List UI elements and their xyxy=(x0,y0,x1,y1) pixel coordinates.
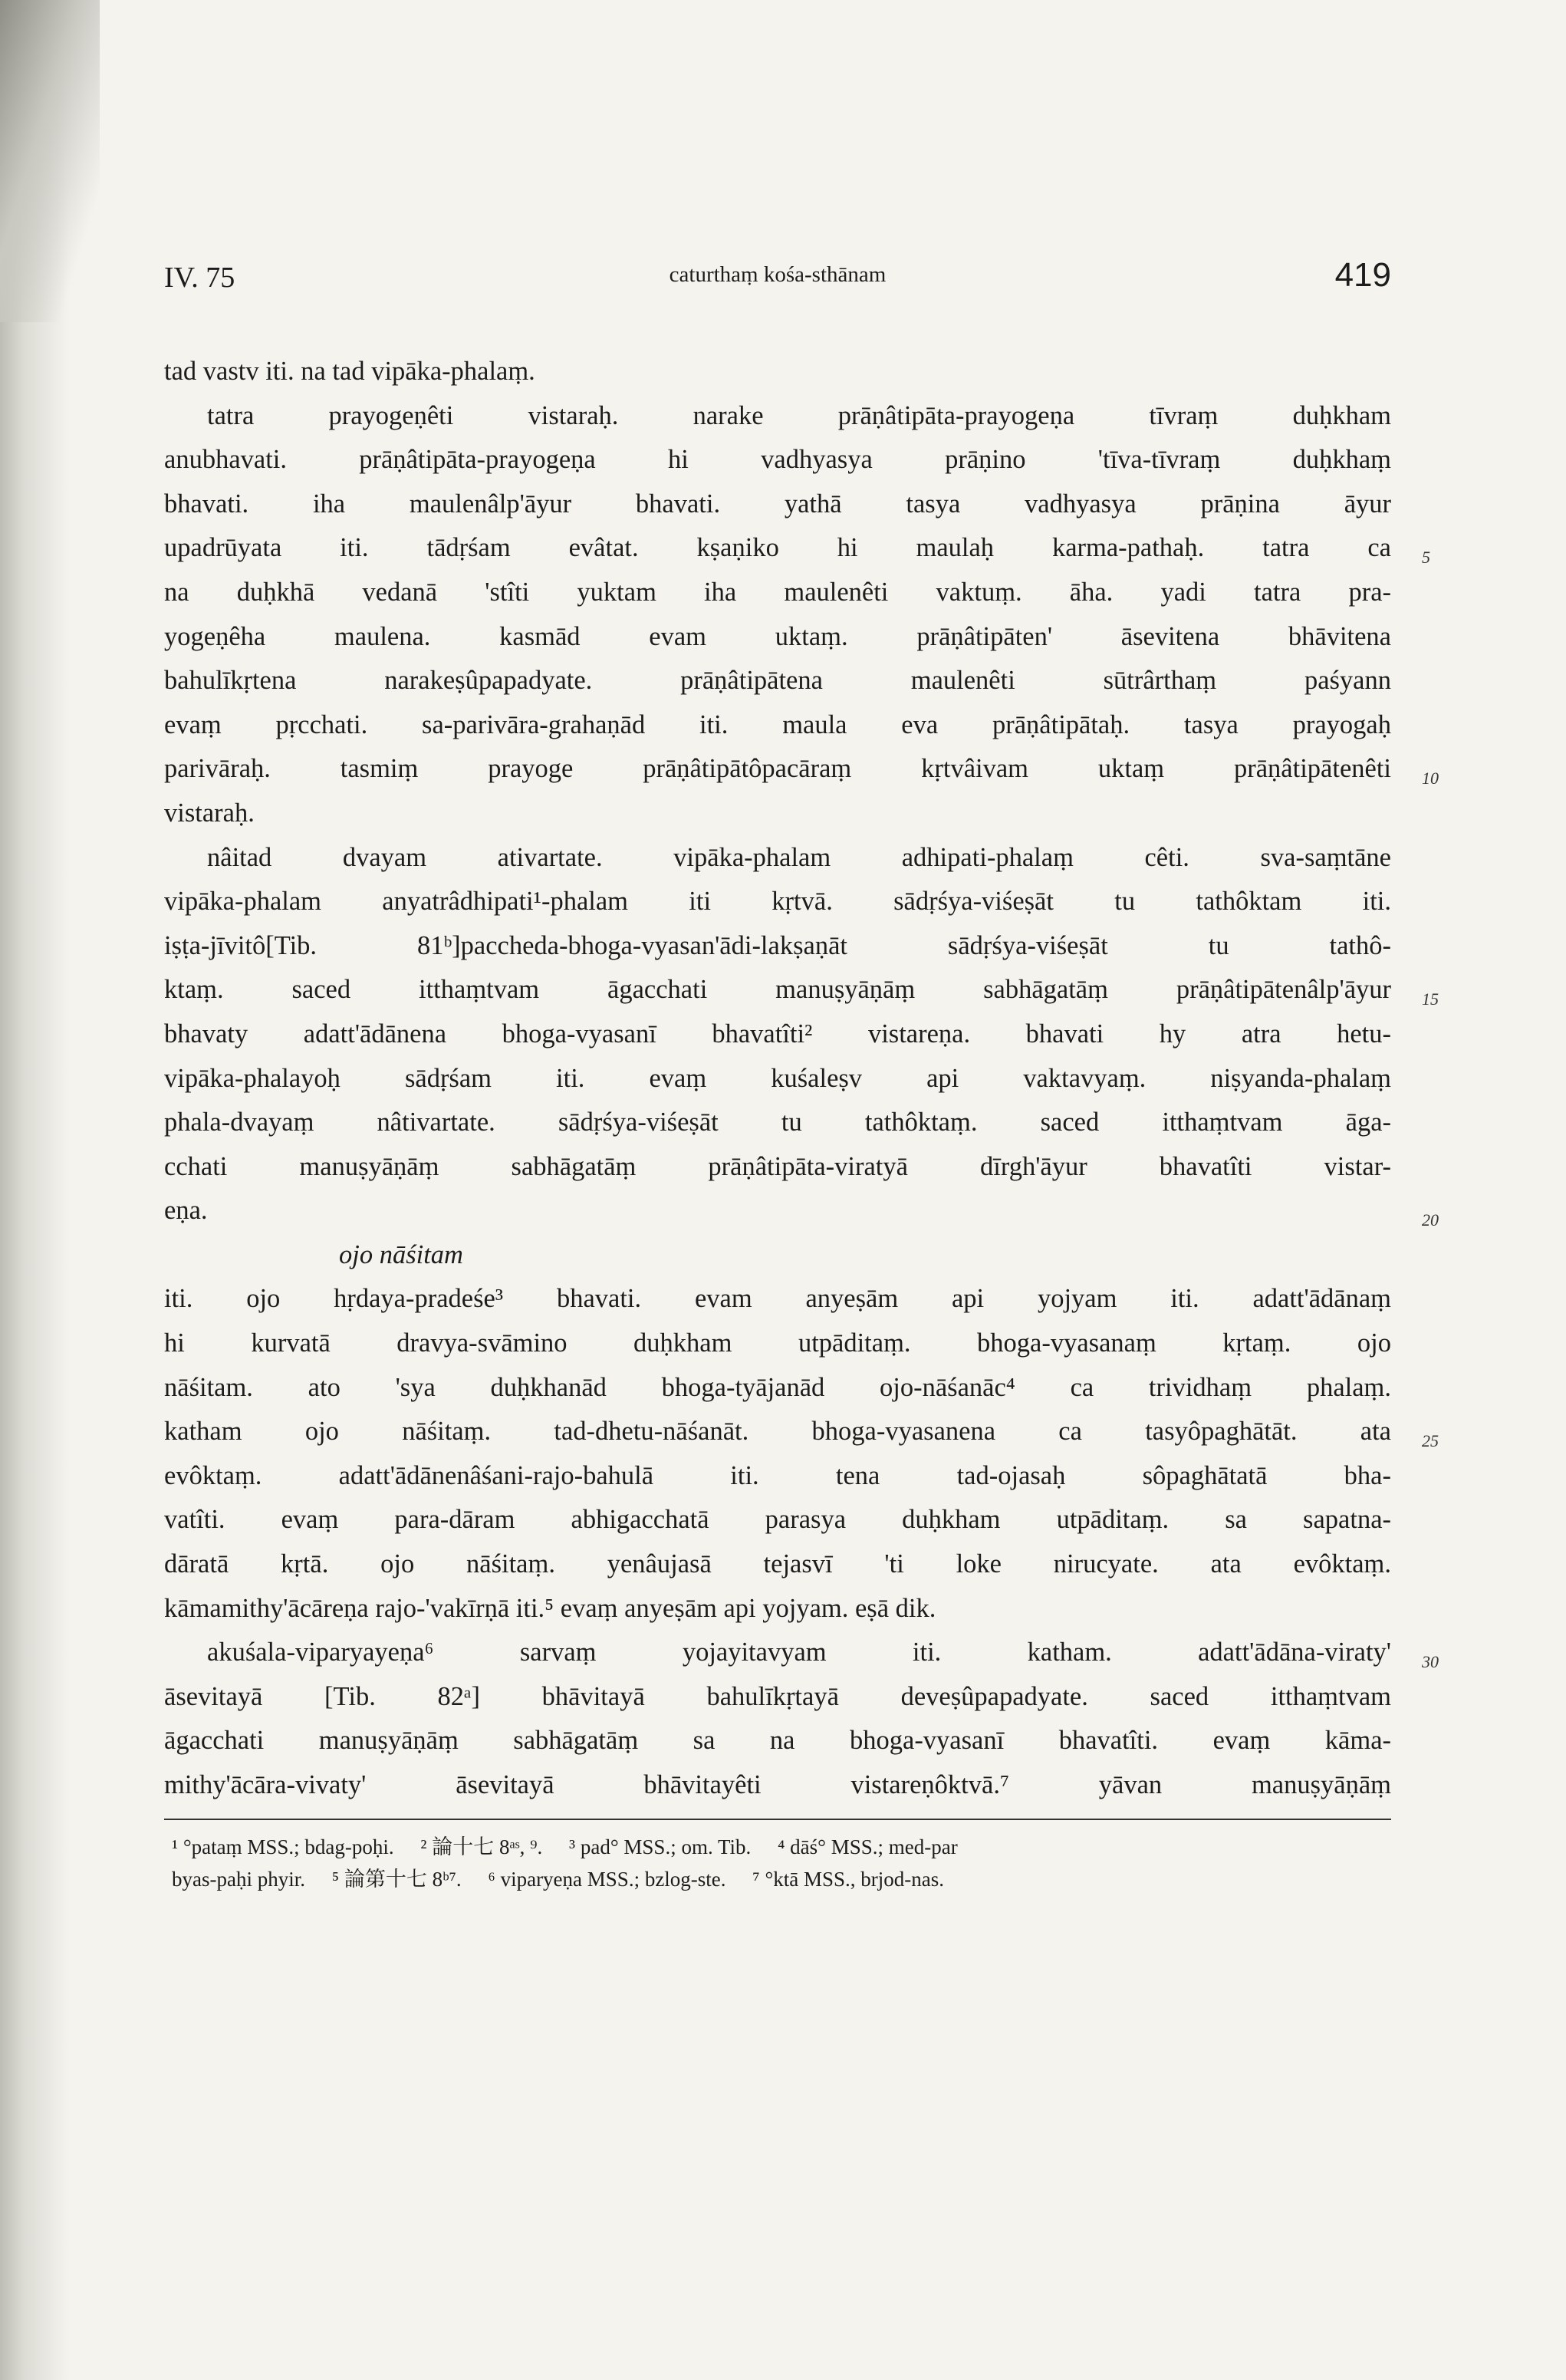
text-line: yogeṇêha maulena. kasmād evam uktaṃ. prāṇâtipāten' āsevitena bhāvitena xyxy=(164,621,1391,651)
text-line: tad vastv iti. na tad vipāka-phalaṃ. xyxy=(164,357,535,386)
text-line: āsevitayā [Tib. 82ᵃ] bhāvitayā bahulīkṛtayā deveṣûpapadyate. saced itthaṃtvam xyxy=(164,1681,1391,1711)
text-line: iṣṭa-jīvitô[Tib. 81ᵇ]paccheda-bhoga-vyasan'ādi-lakṣaṇāt sādṛśya-viśeṣāt tu tathô- xyxy=(164,930,1391,960)
footnote-7: ⁷ °ktā MSS., brjod-nas. xyxy=(752,1867,945,1891)
line-number: 10 xyxy=(1422,769,1439,788)
running-head xyxy=(164,245,1391,307)
text-line: vatîti. evaṃ para-dāram abhigacchatā parasya duḥkham utpāditaṃ. sa sapatna- xyxy=(164,1505,1391,1535)
text-line: phala-dvayaṃ nâtivartate. sādṛśya-viśeṣāt tu tathôktaṃ. saced itthaṃtvam āga- xyxy=(164,1108,1391,1137)
text-line-content: upadrūyata iti. tādṛśam evâtat. kṣaṇiko hi maulaḥ karma-pathaḥ. tatra ca xyxy=(164,533,1391,563)
main-text xyxy=(164,350,1439,1808)
text-line: dāratā kṛtā. ojo nāśitaṃ. yenâujasā tejasvī 'ti loke nirucyate. ata evôktaṃ. xyxy=(164,1549,1391,1579)
text-line: nāśitam. ato 'sya duḥkhanād bhoga-tyājanād ojo-nāśanāc⁴ ca trividhaṃ phalaṃ. xyxy=(164,1372,1391,1402)
footnote-6: ⁶ viparyeṇa MSS.; bzlog-ste. xyxy=(488,1867,726,1891)
text-line-15 xyxy=(164,968,1439,1012)
text-line: bahulīkṛtena narakeṣûpapadyate. prāṇâtipātena maulenêti sūtrârthaṃ paśyann xyxy=(164,666,1391,696)
footnotes xyxy=(164,1831,1391,1895)
footnote-4-continued: byas-paḥi phyir. xyxy=(172,1867,305,1891)
text-line: kāmamithy'ācāreṇa rajo-'vakīrṇā iti.⁵ evaṃ anyeṣām api yojyam. eṣā dik. xyxy=(164,1593,936,1623)
verse-heading: ojo nāśitam xyxy=(339,1239,463,1269)
line-number: 5 xyxy=(1422,548,1430,568)
text-line: cchati manuṣyāṇāṃ sabhāgatāṃ prāṇâtipāta-viratyā dīrgh'āyur bhavatîti vistar- xyxy=(164,1151,1391,1181)
line-number: 15 xyxy=(1422,989,1439,1009)
text-line-content: parivāraḥ. tasmiṃ prayoge prāṇâtipātôpacāraṃ kṛtvâivam uktaṃ prāṇâtipātenêti xyxy=(164,754,1391,784)
text-line: vipāka-phalayoḥ sādṛśam iti. evaṃ kuśaleṣv api vaktavyaṃ. niṣyanda-phalaṃ xyxy=(164,1063,1391,1093)
page-number: 419 xyxy=(1334,256,1391,294)
text-line: āgacchati manuṣyāṇāṃ sabhāgatāṃ sa na bhoga-vyasanī bhavatîti. evaṃ kāma- xyxy=(164,1726,1391,1756)
section-reference: IV. 75 xyxy=(164,262,235,294)
scan-shadow-left xyxy=(0,0,69,2380)
line-number: 20 xyxy=(1422,1210,1439,1230)
text-line: anubhavati. prāṇâtipāta-prayogeṇa hi vadhyasya prāṇino 'tīva-tīvraṃ duḥkhaṃ xyxy=(164,445,1391,475)
text-line-10 xyxy=(164,747,1439,792)
text-line: na duḥkhā vedanā 'stîti yuktam iha maulenêti vaktuṃ. āha. yadi tatra pra- xyxy=(164,577,1391,607)
text-line: vistaraḥ. xyxy=(164,798,255,828)
text-line: iti. ojo hṛdaya-pradeśe³ bhavati. evam anyeṣām api yojyam iti. adatt'ādānaṃ xyxy=(164,1284,1391,1314)
footnote-2: ² 論十七 8ᵃˢ, ⁹. xyxy=(420,1835,543,1858)
book-page xyxy=(164,245,1439,1895)
text-line-content: ktaṃ. saced itthaṃtvam āgacchati manuṣyāṇāṃ sabhāgatāṃ prāṇâtipātenâlp'āyur xyxy=(164,975,1391,1005)
footnote-5: ⁵ 論第十七 8ᵇ⁷. xyxy=(331,1867,462,1891)
footnote-line xyxy=(164,1863,1391,1895)
text-line: mithy'ācāra-vivaty' āsevitayā bhāvitayêti vistareṇôktvā.⁷ yāvan manuṣyāṇāṃ xyxy=(164,1770,1391,1799)
text-line-25 xyxy=(164,1410,1439,1454)
text-line-content: eṇa. xyxy=(164,1196,208,1226)
text-line: bhavaty adatt'ādānena bhoga-vyasanī bhavatîti² vistareṇa. bhavati hy atra hetu- xyxy=(164,1019,1391,1048)
line-number: 25 xyxy=(1422,1431,1439,1451)
text-line: hi kurvatā dravya-svāmino duḥkham utpāditaṃ. bhoga-vyasanaṃ kṛtaṃ. ojo xyxy=(164,1328,1391,1358)
text-line-5 xyxy=(164,526,1430,571)
text-line: tatra prayogeṇêti vistaraḥ. narake prāṇâtipāta-prayogeṇa tīvraṃ duḥkham xyxy=(207,400,1391,430)
footnote-4: ⁴ dāś° MSS.; med-par xyxy=(778,1835,958,1858)
running-title: caturthaṃ kośa-sthānam xyxy=(669,262,887,287)
text-line-content: katham ojo nāśitaṃ. tad-dhetu-nāśanāt. bhoga-vyasanena ca tasyôpaghātāt. ata xyxy=(164,1417,1391,1447)
text-line: nâitad dvayam ativartate. vipāka-phalam adhipati-phalaṃ cêti. sva-saṃtāne xyxy=(207,842,1391,872)
text-line: bhavati. iha maulenâlp'āyur bhavati. yathā tasya vadhyasya prāṇina āyur xyxy=(164,489,1391,518)
footnote-rule xyxy=(164,1819,1391,1820)
text-line: evôktaṃ. adatt'ādānenâśani-rajo-bahulā iti. tena tad-ojasaḥ sôpaghātatā bha- xyxy=(164,1460,1391,1490)
text-line: evaṃ pṛcchati. sa-parivāra-grahaṇād iti. maula eva prāṇâtipātaḥ. tasya prayogaḥ xyxy=(164,709,1391,739)
line-number: 30 xyxy=(1422,1652,1439,1672)
text-line-30 xyxy=(164,1631,1439,1675)
text-line: vipāka-phalam anyatrâdhipati¹-phalam iti kṛtvā. sādṛśya-viśeṣāt tu tathôktam iti. xyxy=(164,887,1391,917)
text-line-content: akuśala-viparyayeṇa⁶ sarvaṃ yojayitavyam iti. katham. adatt'ādāna-viraty' xyxy=(207,1638,1391,1667)
scan-shadow-corner xyxy=(0,0,100,322)
footnote-1: ¹ °pataṃ MSS.; bdag-poḥi. xyxy=(172,1835,394,1858)
footnote-3: ³ pad° MSS.; om. Tib. xyxy=(569,1835,752,1858)
footnote-line xyxy=(164,1831,1391,1863)
text-line-20 xyxy=(164,1189,1439,1233)
